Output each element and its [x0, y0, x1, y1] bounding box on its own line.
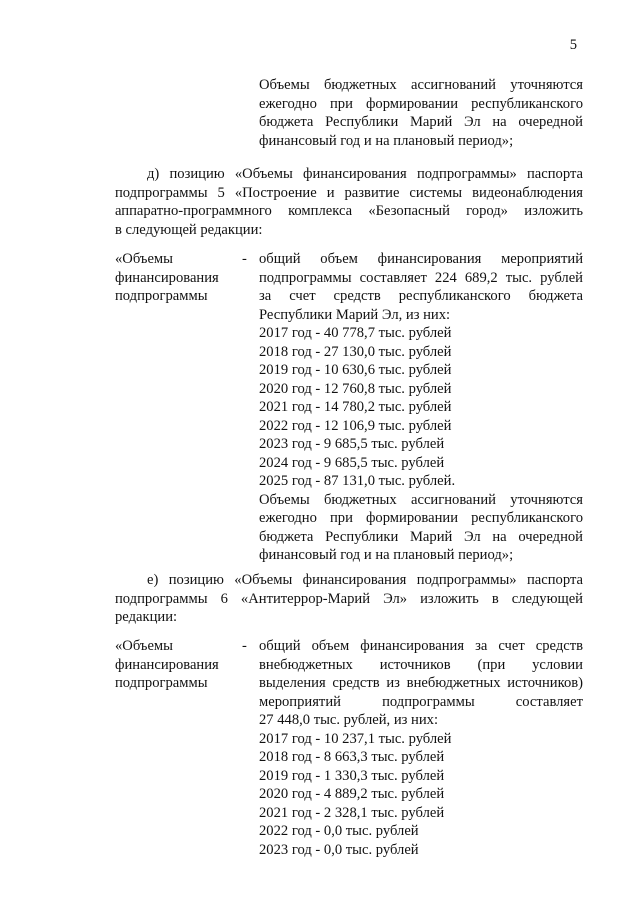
text-line: аппаратно-программного комплекса «Безопасный город» изложить	[115, 203, 583, 219]
year-line: 2021 год - 14 780,2 тыс. рублей	[259, 399, 452, 415]
text-line: общий объем финансирования за счет средств	[259, 638, 583, 654]
label-line: «Объемы	[115, 251, 173, 267]
label-line: подпрограммы	[115, 288, 208, 304]
year-line: 2020 год - 12 760,8 тыс. рублей	[259, 380, 452, 397]
year-line: 2023 год - 0,0 тыс. рублей	[259, 841, 419, 858]
text-line: д) позицию «Объемы финансирования подпрограммы» паспорта	[147, 166, 583, 182]
text-line: бюджета Республики Марий Эл на очередной	[259, 114, 583, 130]
text-line: подпрограммы 5 «Построение и развитие системы видеонаблюдения	[115, 184, 583, 201]
year-line: 2020 год - 4 889,2 тыс. рублей	[259, 786, 445, 802]
text-line: Республики Марий Эл, из них:	[259, 306, 451, 323]
text-line: редакции:	[115, 609, 178, 625]
section-e-label	[115, 637, 235, 693]
text-line: финансовый год и на плановый период»;	[259, 547, 514, 563]
year-line: 2024 год - 9 685,5 тыс. рублей	[259, 454, 445, 471]
text-line: 27 448,0 тыс. рублей, из них:	[259, 712, 439, 728]
text-line: подпрограммы 6 «Антитеррор-Марий Эл» изложить в следующей	[115, 590, 583, 607]
text-line: выделения средств из внебюджетных источников)	[259, 675, 583, 691]
text-line: Объемы бюджетных ассигнований уточняются	[259, 491, 583, 508]
text-line: в следующей редакции:	[115, 221, 263, 238]
section-d-values	[259, 250, 583, 565]
section-e-paragraph	[115, 571, 583, 627]
section-d-paragraph	[115, 165, 583, 239]
text-line: внебюджетных источников (при условии	[259, 656, 583, 673]
year-line: 2019 год - 1 330,3 тыс. рублей	[259, 767, 445, 784]
section-d-label	[115, 250, 235, 306]
text-line: бюджета Республики Марий Эл на очередной	[259, 528, 583, 545]
year-line: 2017 год - 40 778,7 тыс. рублей	[259, 325, 452, 341]
text-line: ежегодно при формировании республиканского	[259, 510, 583, 526]
text-line: е) позицию «Объемы финансирования подпрограммы» паспорта	[147, 572, 583, 588]
year-line: 2017 год - 10 237,1 тыс. рублей	[259, 730, 452, 747]
label-line: финансирования	[115, 656, 219, 673]
year-line: 2025 год - 87 131,0 тыс. рублей.	[259, 473, 456, 489]
text-line: ежегодно при формировании республиканского	[259, 95, 583, 112]
year-line: 2022 год - 0,0 тыс. рублей	[259, 823, 419, 839]
label-line: «Объемы	[115, 638, 173, 654]
text-line: Объемы бюджетных ассигнований уточняются	[259, 77, 583, 93]
year-line: 2022 год - 12 106,9 тыс. рублей	[259, 417, 452, 434]
text-line: финансовый год и на плановый период»;	[259, 132, 514, 149]
top-note	[259, 76, 583, 150]
section-e-values	[259, 637, 583, 859]
year-line: 2023 год - 9 685,5 тыс. рублей	[259, 436, 445, 452]
year-line: 2018 год - 8 663,3 тыс. рублей	[259, 749, 445, 765]
text-line: мероприятий подпрограммы составляет	[259, 693, 583, 710]
label-line: подпрограммы	[115, 675, 208, 691]
text-line: подпрограммы составляет 224 689,2 тыс. рублей	[259, 269, 583, 286]
year-line: 2021 год - 2 328,1 тыс. рублей	[259, 804, 445, 821]
text-line: общий объем финансирования мероприятий	[259, 251, 583, 267]
section-d-dash: -	[242, 251, 247, 267]
label-line: финансирования	[115, 269, 219, 286]
section-e-dash: -	[242, 638, 247, 654]
page-number: 5	[569, 37, 577, 53]
year-line: 2019 год - 10 630,6 тыс. рублей	[259, 362, 452, 378]
year-line: 2018 год - 27 130,0 тыс. рублей	[259, 343, 452, 360]
text-line: за счет средств республиканского бюджета	[259, 288, 583, 304]
